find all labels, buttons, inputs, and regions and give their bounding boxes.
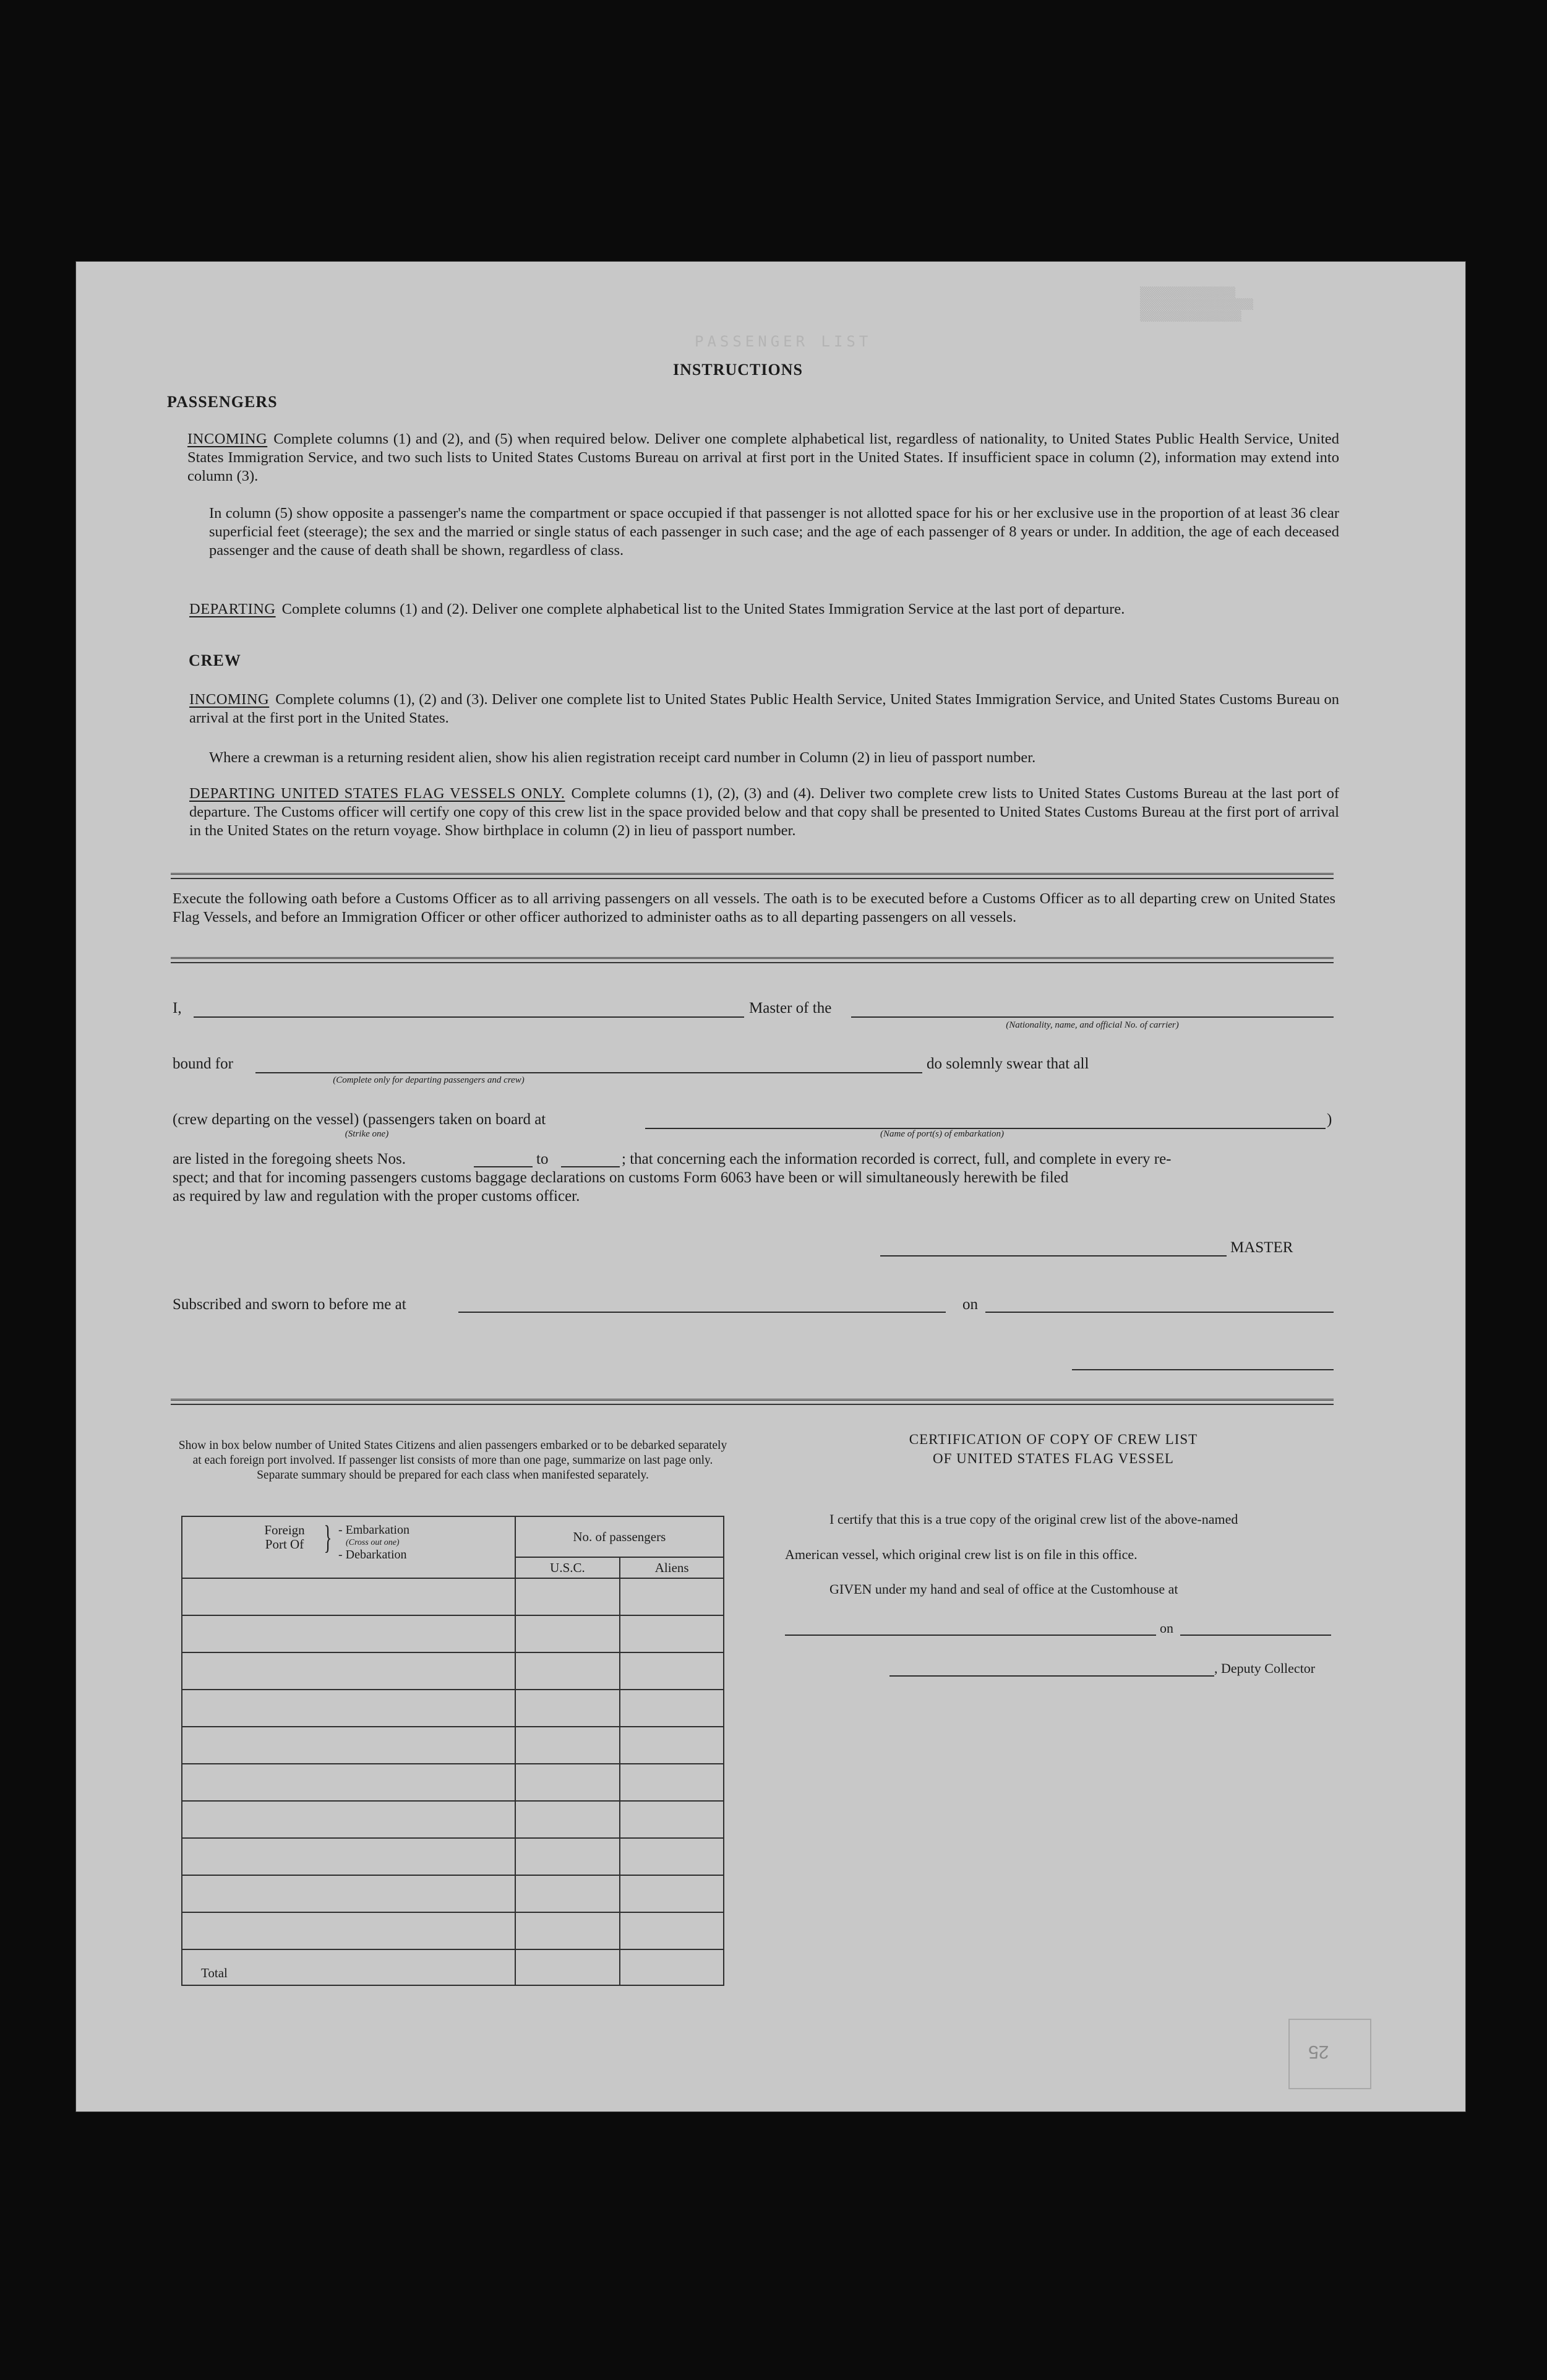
usc-cell[interactable] xyxy=(515,1727,620,1764)
passengers-departing-text: Complete columns (1) and (2). Deliver one complete alphabetical list to the United States Immigration Service at the last port of departure. xyxy=(281,601,1125,617)
officer-signature-line[interactable] xyxy=(1072,1369,1334,1370)
port-cell[interactable] xyxy=(182,1578,515,1615)
table-row xyxy=(182,1801,724,1838)
table-row xyxy=(182,1838,724,1875)
table-row xyxy=(182,1764,724,1801)
usc-cell[interactable] xyxy=(515,1838,620,1875)
certification-on-label: on xyxy=(1160,1620,1173,1636)
aliens-cell[interactable] xyxy=(620,1690,724,1727)
no-of-passengers-header: No. of passengers xyxy=(515,1516,724,1557)
divider xyxy=(171,957,1334,963)
aliens-cell[interactable] xyxy=(620,1652,724,1690)
port-cell[interactable] xyxy=(182,1690,515,1727)
brace-icon: } xyxy=(324,1519,332,1556)
aliens-cell[interactable] xyxy=(620,1727,724,1764)
crew-departing-text: Complete columns (1), (2), (3) and (4). Deliver two complete crew lists to United States Customs Bureau at the last port of departure. The Customs officer will certify one copy of this crew list in the space provided below and that copy shall be presented to United States Customs Bureau at the first port of arrival in the United States on the return voyage. Show birthplace in column (2) in lieu of passport number. xyxy=(189,785,1339,839)
passenger-summary-table xyxy=(181,1516,724,1986)
aliens-cell[interactable] xyxy=(620,1912,724,1949)
nationality-caption: (Nationality, name, and official No. of carrier) xyxy=(1006,1020,1179,1030)
aliens-total-cell[interactable] xyxy=(620,1949,724,1985)
customhouse-line[interactable] xyxy=(785,1635,1156,1636)
oath-master-label: MASTER xyxy=(1230,1239,1293,1256)
sheet-from-line[interactable] xyxy=(474,1166,533,1167)
table-row xyxy=(182,1912,724,1949)
certification-heading xyxy=(806,1430,1301,1468)
ports-caption: (Name of port(s) of embarkation) xyxy=(880,1129,1004,1139)
bleed-through: ▒▒▒▒▒▒▒▒▒▒▒▒▒▒▒▒ ▒▒▒▒▒▒▒▒▒▒▒▒▒▒▒▒▒▒▒ ▒▒▒▒▒▒▒▒▒▒▒▒▒▒▒▒▒ xyxy=(1140,286,1254,322)
oath-crew-departing-label: (crew departing on the vessel) (passengers taken on board at xyxy=(173,1111,546,1128)
port-cell[interactable] xyxy=(182,1912,515,1949)
usc-cell[interactable] xyxy=(515,1578,620,1615)
certification-date-line[interactable] xyxy=(1180,1635,1331,1636)
embarkation-label: - Embarkation xyxy=(338,1523,409,1537)
usc-cell[interactable] xyxy=(515,1652,620,1690)
usc-cell[interactable] xyxy=(515,1690,620,1727)
usc-header: U.S.C. xyxy=(515,1557,620,1578)
sworn-date-line[interactable] xyxy=(985,1312,1334,1313)
port-cell[interactable] xyxy=(182,1838,515,1875)
summary-instructions: Show in box below number of United States Citizens and alien passengers embarked or to be debarked separately at each foreign port involved. If passenger list consists of more than one page, summarize on last page only. Separate summary should be prepared for each class when manifested separately. xyxy=(178,1439,727,1482)
usc-total-cell[interactable] xyxy=(515,1949,620,1985)
usc-cell[interactable] xyxy=(515,1615,620,1652)
bound-for-caption: (Complete only for departing passengers and crew) xyxy=(333,1075,525,1085)
oath-listed-label: are listed in the foregoing sheets Nos. xyxy=(173,1151,406,1167)
table-row xyxy=(182,1727,724,1764)
crew-departing-label: DEPARTING UNITED STATES FLAG VESSELS ONLY. xyxy=(189,785,565,802)
passengers-incoming-label: INCOMING xyxy=(187,431,268,447)
aliens-cell[interactable] xyxy=(620,1801,724,1838)
crew-incoming-label: INCOMING xyxy=(189,691,270,708)
table-row xyxy=(182,1615,724,1652)
table-row xyxy=(182,1875,724,1912)
crew-alien-paragraph: Where a crewman is a returning resident alien, show his alien registration receipt card number in Column (2) in lieu of passport number. xyxy=(209,749,1036,766)
aliens-header: Aliens xyxy=(620,1557,724,1578)
oath-solemnly-label: do solemnly swear that all xyxy=(927,1055,1089,1072)
deputy-collector-label: , Deputy Collector xyxy=(1214,1660,1316,1676)
port-cell[interactable] xyxy=(182,1875,515,1912)
aliens-cell[interactable] xyxy=(620,1875,724,1912)
port-cell[interactable] xyxy=(182,1801,515,1838)
oath-to-label: to xyxy=(536,1151,549,1167)
oath-listed-b: ; that concerning each the information recorded is correct, full, and complete in every re- xyxy=(622,1151,1172,1167)
aliens-cell[interactable] xyxy=(620,1764,724,1801)
usc-cell[interactable] xyxy=(515,1801,620,1838)
port-cell[interactable] xyxy=(182,1615,515,1652)
oath-bound-for-label: bound for xyxy=(173,1055,233,1072)
section-heading-crew: CREW xyxy=(189,651,241,669)
aliens-cell[interactable] xyxy=(620,1615,724,1652)
table-row xyxy=(182,1690,724,1727)
oath-subscribed-label: Subscribed and sworn to before me at xyxy=(173,1296,406,1313)
divider xyxy=(171,1399,1334,1405)
divider xyxy=(171,873,1334,879)
master-signature-line[interactable] xyxy=(880,1255,1227,1257)
debarkation-label: - Debarkation xyxy=(338,1548,407,1562)
strike-one-caption: (Strike one) xyxy=(345,1129,389,1139)
vessel-name-line[interactable] xyxy=(851,1016,1334,1018)
oath-on-label: on xyxy=(962,1296,978,1313)
usc-cell[interactable] xyxy=(515,1912,620,1949)
page-number: 25 xyxy=(1308,2042,1329,2062)
bleed-through: PASSENGER LIST xyxy=(695,333,872,350)
passengers-departing-label: DEPARTING xyxy=(189,601,276,617)
page-number-stamp xyxy=(1288,2019,1371,2089)
total-row xyxy=(182,1949,724,1985)
oath-i-label: I, xyxy=(173,1000,182,1016)
certification-line-2: American vessel, which original crew list is on file in this office. xyxy=(785,1547,1138,1562)
certification-heading-1: CERTIFICATION OF COPY OF CREW LIST xyxy=(909,1432,1198,1447)
master-name-line[interactable] xyxy=(194,1016,744,1018)
sheet-to-line[interactable] xyxy=(561,1166,620,1167)
certification-heading-2: OF UNITED STATES FLAG VESSEL xyxy=(933,1451,1174,1466)
usc-cell[interactable] xyxy=(515,1764,620,1801)
crew-incoming-paragraph xyxy=(189,690,1339,728)
section-heading-passengers: PASSENGERS xyxy=(167,393,278,411)
foreign-port-label: Foreign Port Of xyxy=(264,1523,305,1552)
aliens-cell[interactable] xyxy=(620,1578,724,1615)
passengers-incoming-paragraph xyxy=(187,430,1339,486)
page-title: INSTRUCTIONS xyxy=(673,361,803,379)
bound-for-line[interactable] xyxy=(255,1072,922,1073)
summary-header-port xyxy=(182,1516,515,1578)
sworn-place-line[interactable] xyxy=(458,1312,946,1313)
passengers-column5-paragraph: In column (5) show opposite a passenger's name the compartment or space occupied if that passenger is not allotted space for his or her exclusive use in the proportion of at least 36 clear superficial feet (steerage); the sex and the married or single status of each passenger in such case; and the age of each passenger of 8 years or under. In addition, the age of each deceased passenger and the cause of death shall be shown, regardless of class. xyxy=(209,505,1339,559)
port-cell[interactable] xyxy=(182,1727,515,1764)
oath-master-of-label: Master of the xyxy=(749,1000,832,1016)
crew-incoming-text: Complete columns (1), (2) and (3). Deliver one complete list to United States Public Health Service, United States Immigration Service, and United States Customs Bureau on arrival at the first port in the United States. xyxy=(189,691,1339,726)
oath-listed-c: spect; and that for incoming passengers customs baggage declarations on customs Form 6063 have been or will simultaneously herewith be filed xyxy=(173,1169,1069,1186)
deputy-collector-line[interactable] xyxy=(889,1675,1214,1677)
document-page xyxy=(76,262,1465,2111)
usc-cell[interactable] xyxy=(515,1875,620,1912)
table-row xyxy=(182,1578,724,1615)
certification-line-1: I certify that this is a true copy of the original crew list of the above-named xyxy=(829,1511,1238,1527)
total-label: Total xyxy=(182,1949,515,1985)
port-cell[interactable] xyxy=(182,1652,515,1690)
oath-close-paren: ) xyxy=(1327,1111,1332,1128)
oath-listed-d: as required by law and regulation with the proper customs officer. xyxy=(173,1188,580,1205)
table-row xyxy=(182,1652,724,1690)
cross-out-caption: (Cross out one) xyxy=(346,1538,400,1547)
certification-line-3: GIVEN under my hand and seal of office at the Customhouse at xyxy=(829,1581,1178,1597)
aliens-cell[interactable] xyxy=(620,1838,724,1875)
crew-departing-paragraph xyxy=(189,784,1339,840)
passengers-incoming-text: Complete columns (1) and (2), and (5) when required below. Deliver one complete alphabetical list, regardless of nationality, to United States Public Health Service, United States Immigration Service, and two such lists to United States Customs Bureau on arrival at first port in the United States. If insufficient space in column (2), information may extend into column (3). xyxy=(187,431,1339,484)
passengers-departing-paragraph xyxy=(189,600,1339,619)
oath-instructions: Execute the following oath before a Customs Officer as to all arriving passengers on all vessels. The oath is to be executed before a Customs Officer as to all departing crew on United States Flag Vessels, and before an Immigration Officer or other officer authorized to administer oaths as to all departing passengers on all vessels. xyxy=(173,890,1335,926)
port-cell[interactable] xyxy=(182,1764,515,1801)
